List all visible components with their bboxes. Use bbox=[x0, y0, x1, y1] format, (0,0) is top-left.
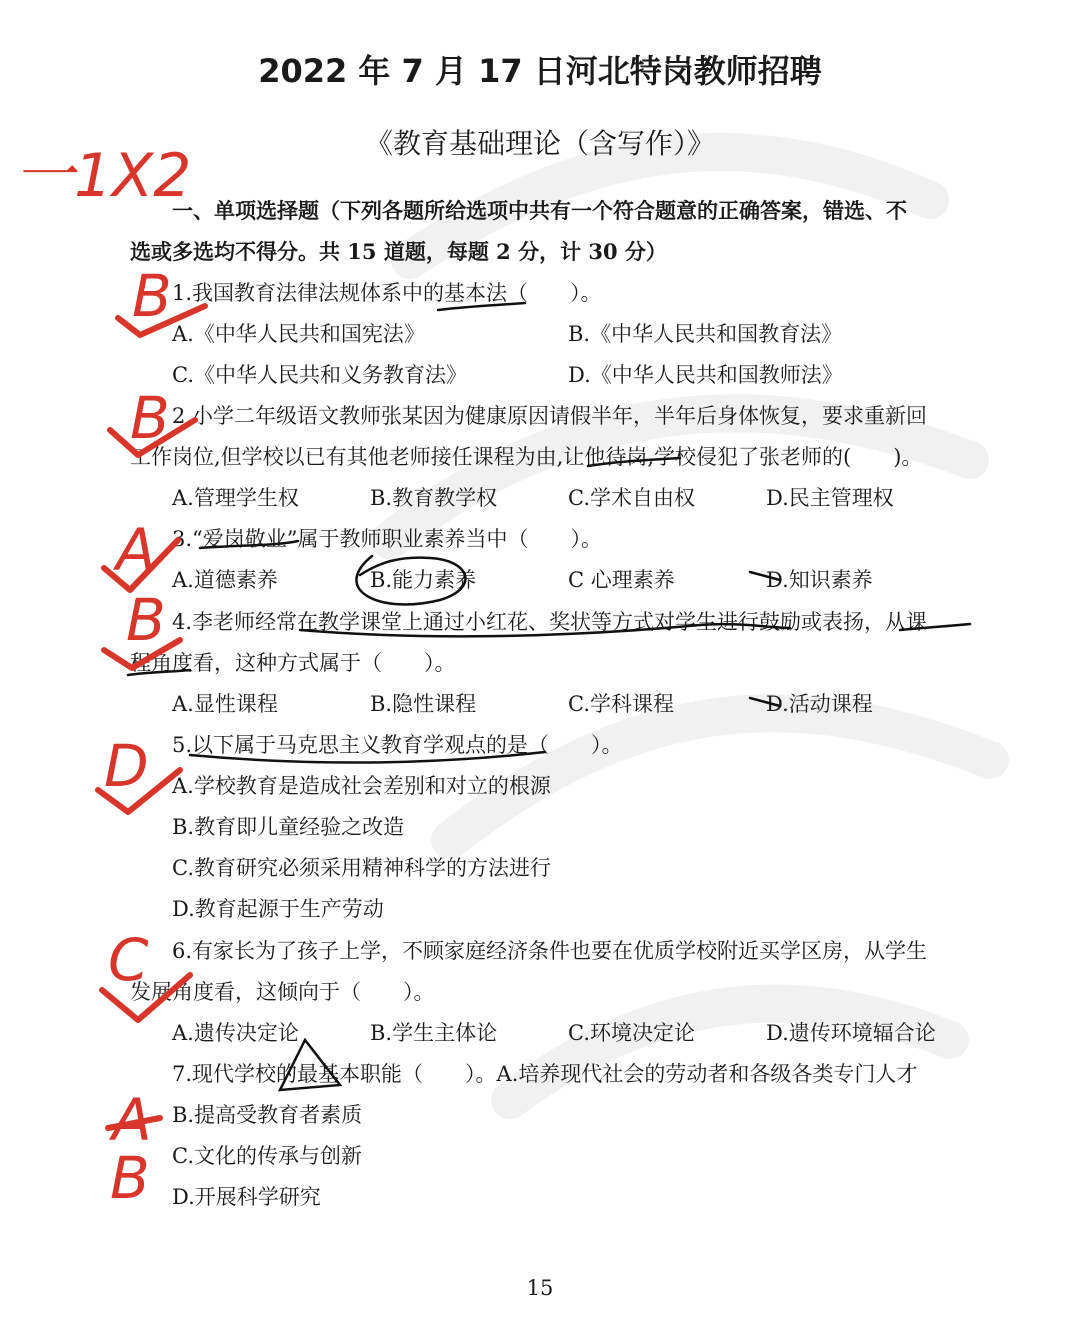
q2-stem-line2: 工作岗位,但学校以已有其他老师接任课程为由,让他待岗,学校侵犯了张老师的( )。 bbox=[130, 445, 923, 469]
q6-option-b: B.学生主体论 bbox=[370, 1021, 498, 1045]
answer-q7-first: A bbox=[112, 1086, 152, 1154]
q6-option-a: A.遗传决定论 bbox=[172, 1021, 299, 1045]
q4-stem-line2: 程角度看，这种方式属于（ ）。 bbox=[130, 651, 456, 675]
q5-option-b: B.教育即儿童经验之改造 bbox=[172, 815, 405, 839]
section-heading-line1: 一、单项选择题（下列各题所给选项中共有一个符合题意的正确答案，错选、不 bbox=[172, 198, 907, 223]
q1-option-d: D.《中华人民共和国教师法》 bbox=[568, 363, 843, 387]
document-title: 2022 年 7 月 17 日河北特岗教师招聘 bbox=[258, 52, 822, 90]
answer-q7-corrected: B bbox=[110, 1144, 150, 1212]
q2-option-b: B.教育教学权 bbox=[370, 486, 498, 510]
answer-q6: C bbox=[108, 926, 149, 994]
q4-option-a: A.显性课程 bbox=[172, 692, 278, 716]
q3-option-d: D.知识素养 bbox=[766, 568, 873, 592]
q6-option-c: C.环境决定论 bbox=[568, 1021, 695, 1045]
q3-option-b: B.能力素养 bbox=[370, 568, 477, 592]
page-number: 15 bbox=[526, 1276, 554, 1300]
q6-option-d: D.遗传环境辐合论 bbox=[766, 1021, 936, 1045]
section-heading-line2: 选或多选均不得分。共 15 道题，每题 2 分，计 30 分） bbox=[130, 239, 667, 264]
q6-stem-line2: 发展角度看，这倾向于（ ）。 bbox=[130, 980, 435, 1004]
q3-option-c: C 心理素养 bbox=[568, 568, 675, 592]
check-q5 bbox=[98, 770, 180, 812]
q2-option-d: D.民主管理权 bbox=[766, 486, 894, 510]
q7-option-d: D.开展科学研究 bbox=[172, 1185, 321, 1209]
q4-option-d: D.活动课程 bbox=[766, 692, 873, 716]
q1-stem: 1.我国教育法律法规体系中的基本法（ ）。 bbox=[172, 281, 602, 305]
q3-stem: 3.“爱岗敬业”属于教师职业素养当中（ ）。 bbox=[172, 527, 603, 551]
q7-stem: 7.现代学校的最基本职能（ ）。A.培养现代社会的劳动者和各级各类专门人才 bbox=[172, 1062, 918, 1086]
answer-q1: B bbox=[132, 262, 172, 330]
answer-q4: B bbox=[126, 586, 166, 654]
q6-stem-line1: 6.有家长为了孩子上学，不顾家庭经济条件也要在优质学校附近买学区房，从学生 bbox=[172, 939, 928, 963]
q7-option-b: B.提高受教育者素质 bbox=[172, 1103, 363, 1127]
q5-option-c: C.教育研究必须采用精神科学的方法进行 bbox=[172, 856, 551, 880]
header-score-note: 一1X2 bbox=[14, 141, 192, 211]
answer-q2: B bbox=[130, 384, 170, 452]
answer-q3: A bbox=[116, 516, 156, 584]
q4-option-b: B.隐性课程 bbox=[370, 692, 477, 716]
q5-option-a: A.学校教育是造成社会差别和对立的根源 bbox=[172, 774, 551, 798]
q7-option-c: C.文化的传承与创新 bbox=[172, 1144, 362, 1168]
q1-option-c: C.《中华人民共和义务教育法》 bbox=[172, 363, 467, 387]
q4-stem-line1: 4.李老师经常在教学课堂上通过小红花、奖状等方式对学生进行鼓励或表扬，从课 bbox=[172, 610, 928, 634]
q2-stem-line1: 2.小学二年级语文教师张某因为健康原因请假半年，半年后身体恢复，要求重新回 bbox=[172, 404, 928, 428]
cross-q7 bbox=[108, 1118, 160, 1128]
document-subtitle: 《教育基础理论（含写作）》 bbox=[364, 127, 715, 160]
q5-option-d: D.教育起源于生产劳动 bbox=[172, 897, 384, 921]
q5-stem: 5.以下属于马克思主义教育学观点的是（ ）。 bbox=[172, 733, 623, 757]
q1-option-a: A.《中华人民共和国宪法》 bbox=[172, 322, 425, 346]
q1-option-b: B.《中华人民共和国教育法》 bbox=[568, 322, 843, 346]
answer-q5: D bbox=[104, 732, 149, 800]
check-q3 bbox=[104, 540, 178, 590]
q3-option-a: A.道德素养 bbox=[172, 568, 278, 592]
q4-option-c: C.学科课程 bbox=[568, 692, 674, 716]
q2-option-c: C.学术自由权 bbox=[568, 486, 695, 510]
q2-option-a: A.管理学生权 bbox=[172, 486, 299, 510]
